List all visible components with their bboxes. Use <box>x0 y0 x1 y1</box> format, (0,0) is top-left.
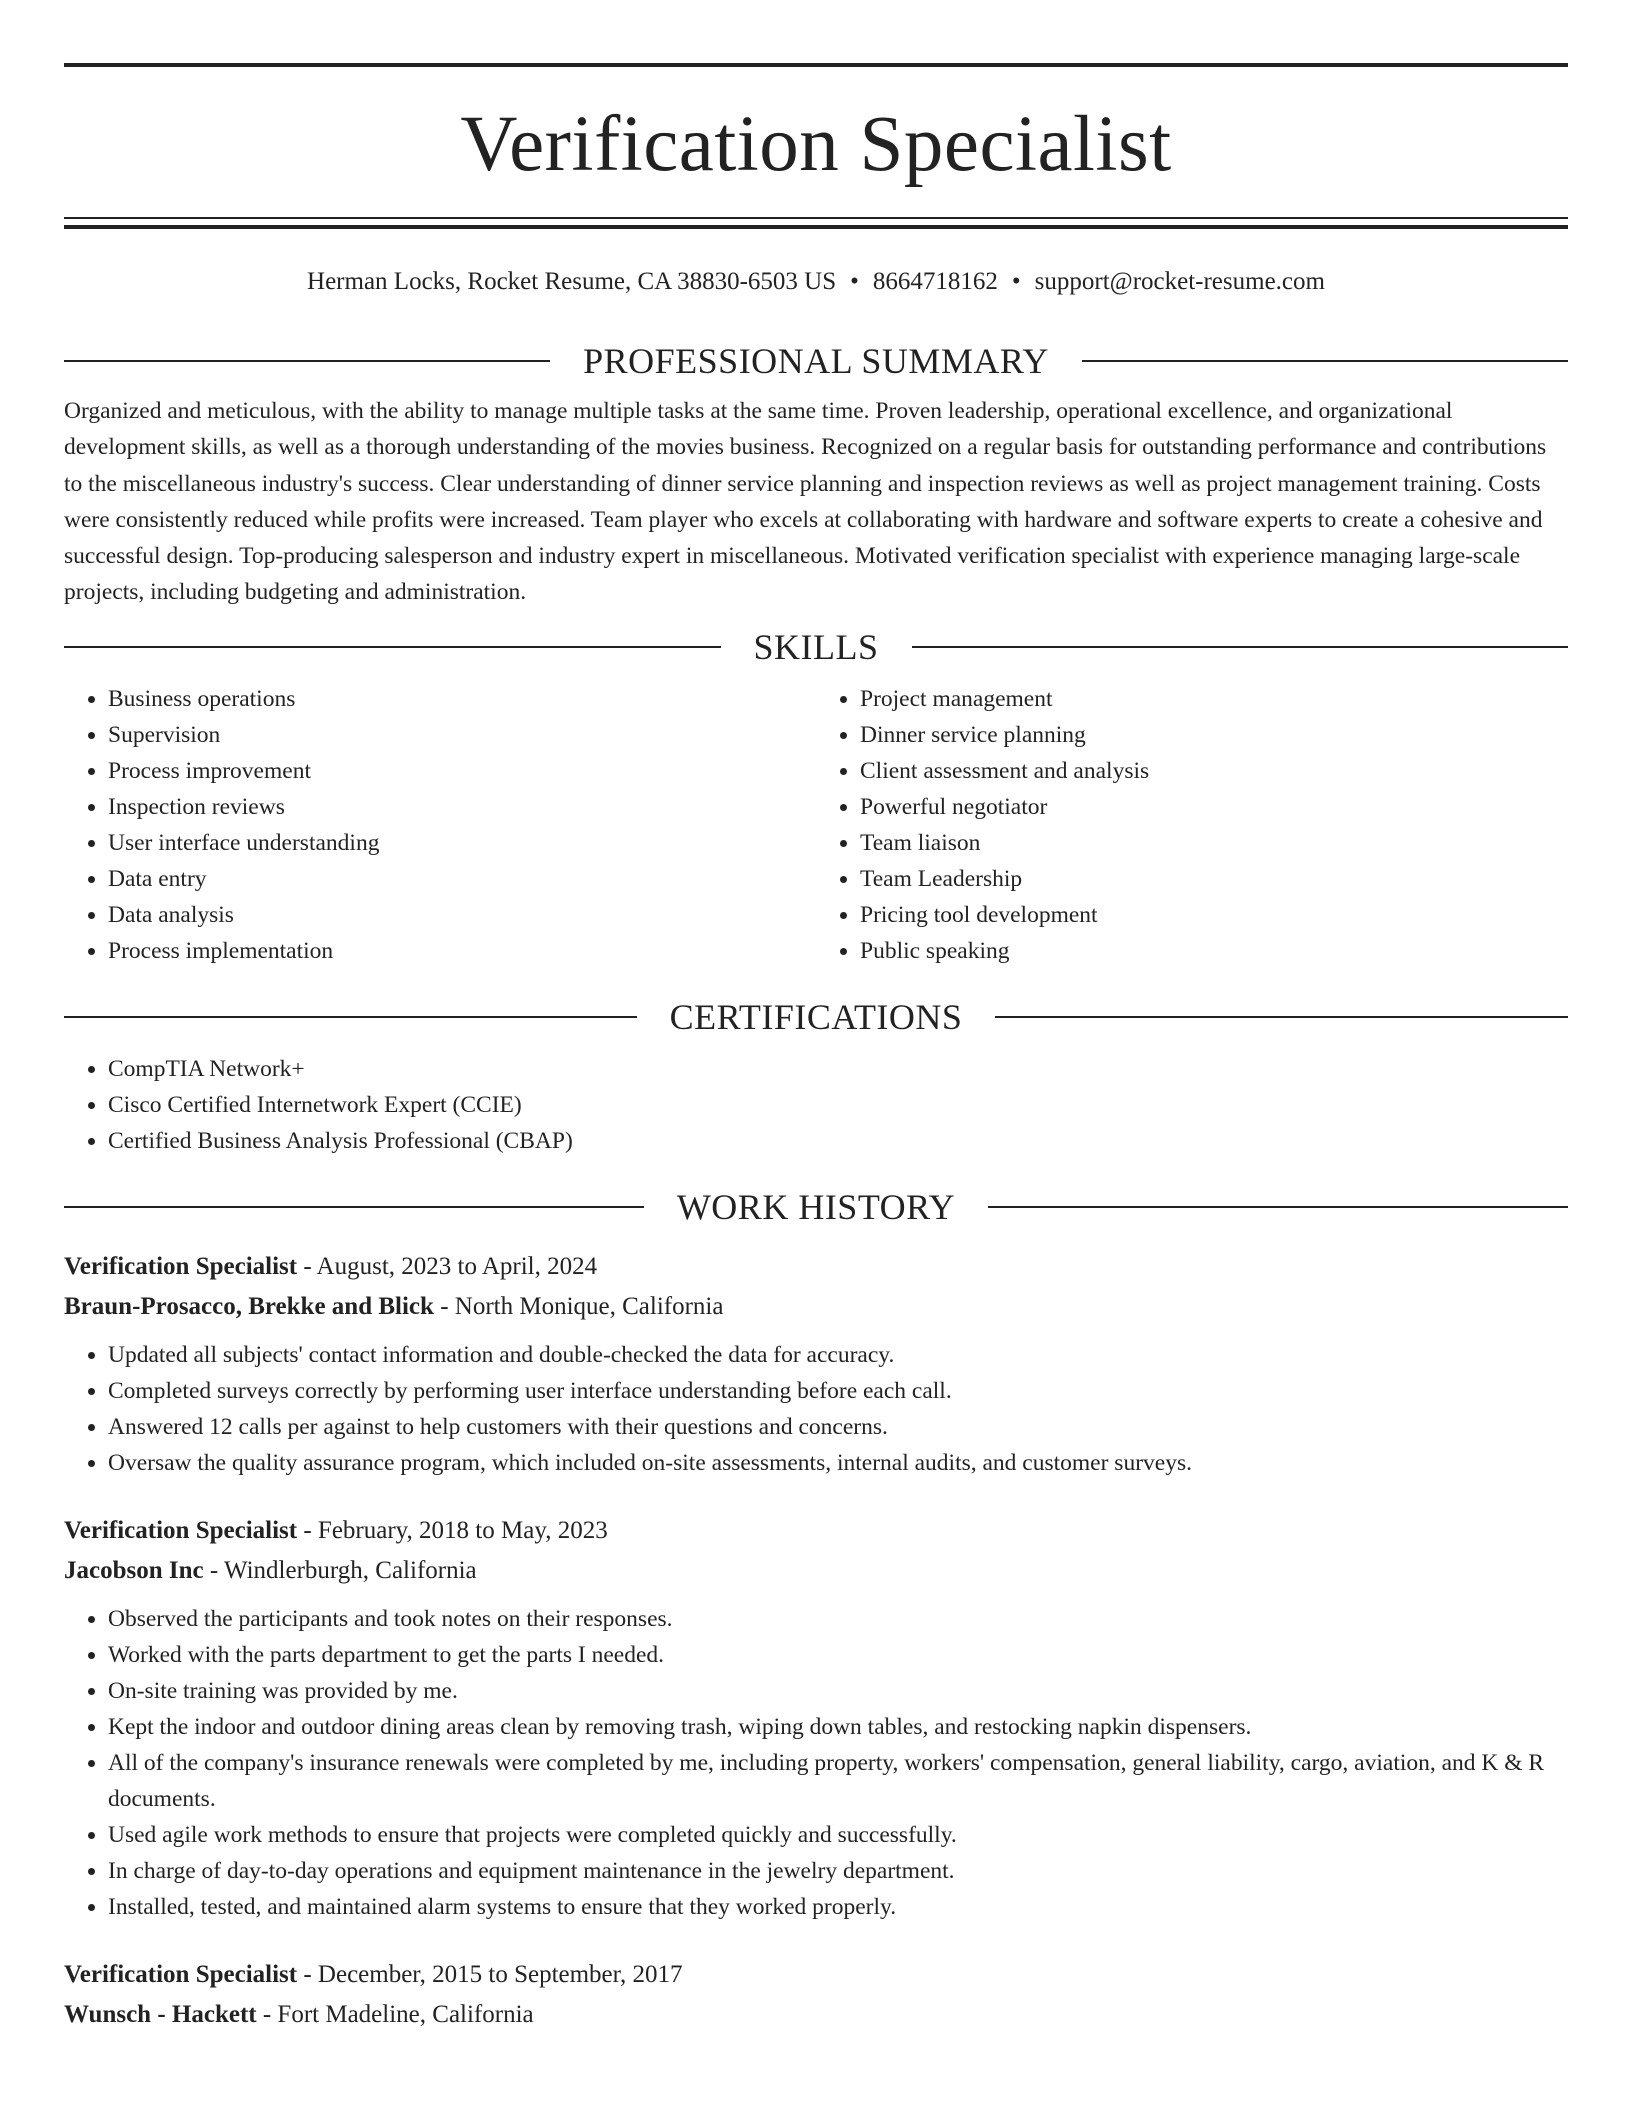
contact-separator: • <box>850 268 859 295</box>
skills-list <box>64 681 1568 969</box>
skill-item: • Project management <box>860 681 1568 717</box>
contact-separator: • <box>1011 268 1021 295</box>
skill-item: • Client assessment and analysis <box>860 753 1568 789</box>
heading-rule-right <box>988 1206 1568 1208</box>
skill-item: • Business operations <box>108 681 816 717</box>
heading-rule-left <box>64 360 550 362</box>
certification-item: • CompTIA Network+ <box>108 1051 1568 1087</box>
job-role: Verification Specialist <box>64 1252 298 1280</box>
heading-rule-right <box>912 646 1569 648</box>
job-company-line <box>64 1287 1568 1327</box>
skill-item: • Team liaison <box>860 825 1568 861</box>
job-bullet: • On-site training was provided by me. <box>108 1673 1568 1709</box>
summary-title: PROFESSIONAL SUMMARY <box>583 341 1049 381</box>
job-company: Jacobson Inc <box>64 1556 204 1584</box>
certifications-heading <box>64 995 1568 1039</box>
skill-item: • Dinner service planning <box>860 717 1568 753</box>
skill-item: • Data entry <box>108 861 816 897</box>
skill-item: • Pricing tool development <box>860 897 1568 933</box>
job-bullets <box>64 1337 1568 1481</box>
job-location: - Fort Madeline, California <box>256 2000 534 2028</box>
job-bullet: • All of the company's insurance renewals were completed by me, including property, workers' compensation, general liability, cargo, aviation, and K & R documents. <box>108 1745 1568 1817</box>
job-bullet: • Oversaw the quality assurance program, which included on-site assessments, internal audits, and customer surveys. <box>108 1445 1568 1481</box>
job-company-line <box>64 1995 1568 2035</box>
job-entry <box>64 1247 1568 1481</box>
skills-heading <box>64 625 1568 669</box>
skills-column-left <box>64 681 816 969</box>
certifications-title: CERTIFICATIONS <box>669 996 963 1037</box>
skill-item: • Public speaking <box>860 933 1568 969</box>
contact-email: support@rocket-resume.com <box>1034 268 1325 295</box>
heading-rule-left <box>64 1206 644 1208</box>
work-history-heading <box>64 1185 1568 1229</box>
skills-title: SKILLS <box>753 626 879 667</box>
job-bullet: • Kept the indoor and outdoor dining areas clean by removing trash, wiping down tables, and restocking napkin dispensers. <box>108 1709 1568 1745</box>
job-role: Verification Specialist <box>64 1960 298 1988</box>
job-entry <box>64 1955 1568 2035</box>
title-double-rule <box>64 217 1568 229</box>
heading-rule-left <box>64 646 721 648</box>
summary-heading <box>64 339 1568 383</box>
job-company: Braun-Prosacco, Brekke and Blick <box>64 1292 434 1320</box>
summary-text: Organized and meticulous, with the ability to manage multiple tasks at the same time. Proven leadership, operational excellence, and organizational development skills, as well as a thorough understanding of the movies business. Recognized on a regular basis for outstanding performance and contributions to the miscellaneous industry's success. Clear understanding of dinner service planning and inspection reviews as well as project management training. Costs were consistently reduced while profits were increased. Team player who excels at collaborating with hardware and software experts to create a cohesive and successful design. Top-producing salesperson and industry expert in miscellaneous. Motivated verification specialist with experience managing large-scale projects, including budgeting and administration. <box>64 398 1547 606</box>
heading-rule-right <box>1082 360 1568 362</box>
heading-rule-right <box>995 1016 1568 1018</box>
job-bullet: • Answered 12 calls per against to help customers with their questions and concerns. <box>108 1409 1568 1445</box>
heading-rule-left <box>64 1016 637 1018</box>
resume-title: Verification Specialist <box>460 101 1172 188</box>
contact-address: Herman Locks, Rocket Resume, CA 38830-6503 US <box>307 268 837 295</box>
work-history-title: WORK HISTORY <box>676 1186 956 1227</box>
job-bullet: • In charge of day-to-day operations and equipment maintenance in the jewelry department. <box>108 1853 1568 1889</box>
skills-column-right <box>816 681 1568 969</box>
job-location: - North Monique, California <box>433 1292 724 1320</box>
job-entry <box>64 1511 1568 1925</box>
contact-line <box>64 265 1568 299</box>
skill-item: • Process implementation <box>108 933 816 969</box>
job-company-line <box>64 1551 1568 1591</box>
skill-item: • Data analysis <box>108 897 816 933</box>
skill-item: • User interface understanding <box>108 825 816 861</box>
job-dates: - February, 2018 to May, 2023 <box>297 1516 608 1544</box>
job-bullet: • Observed the participants and took notes on their responses. <box>108 1601 1568 1637</box>
skill-item: • Supervision <box>108 717 816 753</box>
job-bullets <box>64 1601 1568 1925</box>
contact-phone: 8664718162 <box>872 268 998 295</box>
certifications-list <box>64 1051 1568 1159</box>
certification-item: • Cisco Certified Internetwork Expert (CCIE) <box>108 1087 1568 1123</box>
job-role: Verification Specialist <box>64 1516 298 1544</box>
skill-item: • Inspection reviews <box>108 789 816 825</box>
skill-item: • Process improvement <box>108 753 816 789</box>
job-bullet: • Worked with the parts department to get the parts I needed. <box>108 1637 1568 1673</box>
job-location: - Windlerburgh, California <box>203 1556 477 1584</box>
job-bullet: • Updated all subjects' contact information and double-checked the data for accuracy. <box>108 1337 1568 1373</box>
certification-item: • Certified Business Analysis Professional (CBAP) <box>108 1123 1568 1159</box>
skill-item: • Powerful negotiator <box>860 789 1568 825</box>
job-bullet: • Installed, tested, and maintained alarm systems to ensure that they worked properly. <box>108 1889 1568 1925</box>
job-bullet: • Used agile work methods to ensure that projects were completed quickly and successfully. <box>108 1817 1568 1853</box>
job-company: Wunsch - Hackett <box>64 2000 257 2028</box>
job-dates: - December, 2015 to September, 2017 <box>297 1960 683 1988</box>
job-dates: - August, 2023 to April, 2024 <box>297 1252 598 1280</box>
skill-item: • Team Leadership <box>860 861 1568 897</box>
job-role-line <box>64 1247 1568 1287</box>
job-role-line <box>64 1955 1568 1995</box>
job-bullet: • Completed surveys correctly by performing user interface understanding before each call. <box>108 1373 1568 1409</box>
job-role-line <box>64 1511 1568 1551</box>
